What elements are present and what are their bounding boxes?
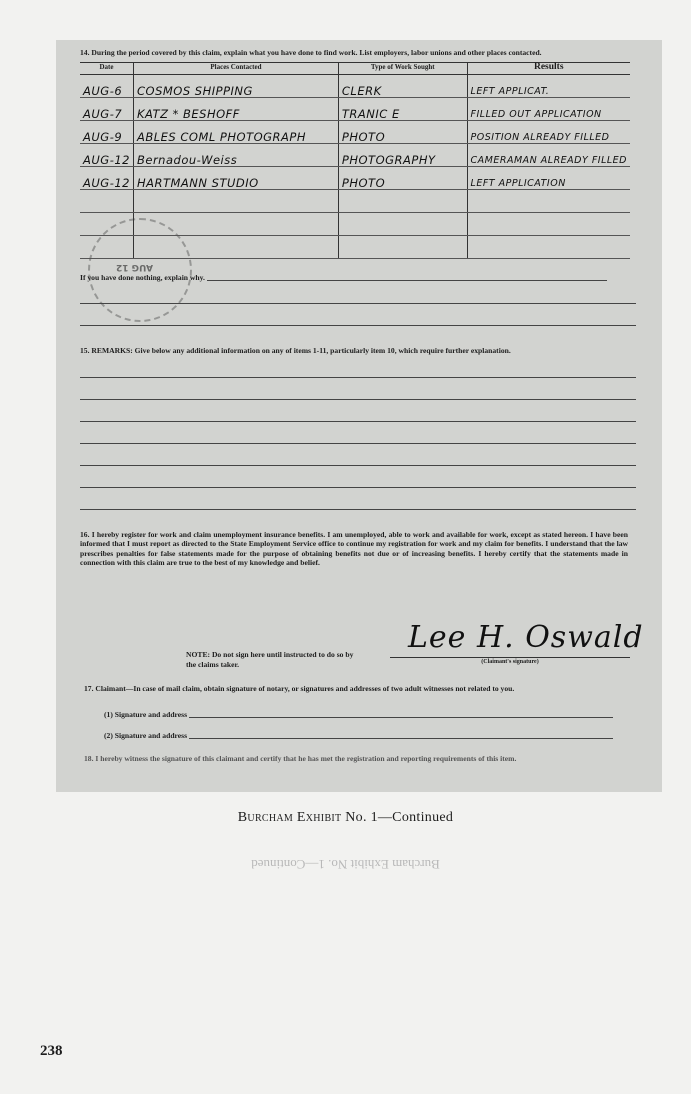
witness-2-label: (2) Signature and address (104, 731, 188, 740)
witness-1-row (104, 710, 613, 719)
remarks-lines[interactable] (80, 356, 636, 510)
caption-suffix: No. 1—Continued (345, 810, 454, 825)
table-row (80, 212, 630, 235)
section-14-text: During the period covered by this claim, explain what you have done to find work. List employers, labor unions and other places contacted. (91, 48, 542, 57)
table-row (80, 235, 630, 258)
row-date: AUG-6 (80, 74, 133, 97)
row-result: LEFT APPLICATION (467, 166, 630, 189)
section-18-text: 18. I hereby witness the signature of this claimant and certify that he has met the registration and reporting requirements of this item. (84, 754, 517, 763)
row-place: HARTMANN STUDIO (133, 166, 338, 189)
section-16-text: 16. I hereby register for work and claim unemployment insurance benefits. I am unemployed, able to work and available for work, except as stated hereon. I have been informed that I must report as directed to the State Employment Service office to continue my registration for work and my claim for benefits. I understand that the law prescribes penalties for false statements made for the purpose of obtaining benefits not due or of increasing benefits. I hereby certify that the statements made in connection with this claim are true to the best of my knowledge and belief. (80, 529, 628, 567)
work-search-table (80, 62, 630, 259)
row-place: KATZ * BESHOFF (133, 97, 338, 120)
claimant-signature: Lee H. Oswald (408, 620, 644, 655)
remarks-line (80, 422, 636, 444)
row-place: ABLES COML PHOTOGRAPH (133, 120, 338, 143)
witness-2-row (104, 731, 613, 740)
row-type: PHOTO (338, 166, 467, 189)
row-type: TRANIC E (338, 97, 467, 120)
header-results: Results (467, 62, 630, 74)
row-date: AUG-12 (80, 143, 133, 166)
section-17-text: 17. Claimant—In case of mail claim, obtain signature of notary, or signatures and addresses of two adult witnesses not related to you. (84, 684, 515, 693)
row-result (467, 235, 630, 258)
claim-form (80, 48, 636, 568)
table-row (80, 166, 630, 189)
remarks-line (80, 444, 636, 466)
row-type (338, 189, 467, 212)
if-nothing-row (80, 273, 636, 283)
table-row (80, 74, 630, 97)
remarks-line (80, 466, 636, 488)
table-row (80, 120, 630, 143)
witness-1-label: (1) Signature and address (104, 710, 188, 719)
caption-prefix: Burcham Exhibit (237, 810, 342, 825)
row-type (338, 235, 467, 258)
row-type (338, 212, 467, 235)
remarks-line (80, 400, 636, 422)
if-nothing-field[interactable] (207, 280, 607, 281)
signature-line[interactable] (390, 657, 630, 658)
row-result: CAMERAMAN ALREADY FILLED (467, 143, 630, 166)
row-result (467, 212, 630, 235)
table-row (80, 189, 630, 212)
row-result: POSITION ALREADY FILLED (467, 120, 630, 143)
row-date (80, 212, 133, 235)
row-place (133, 235, 338, 258)
page-number: 238 (40, 1043, 63, 1059)
row-place (133, 189, 338, 212)
section-15-heading: 15. REMARKS: Give below any additional information on any of items 1-11, particularly item 10, which require further explanation. (80, 346, 511, 355)
blank-line (80, 282, 636, 304)
row-type: PHOTOGRAPHY (338, 143, 467, 166)
signature-caption: (Claimant's signature) (481, 659, 539, 665)
row-date: AUG-12 (80, 166, 133, 189)
row-type: PHOTO (338, 120, 467, 143)
remarks-line (80, 378, 636, 400)
signature-note: NOTE: Do not sign here until instructed to do so by the claims taker. (186, 650, 354, 669)
remarks-line (80, 488, 636, 510)
if-nothing-label: If you have done nothing, explain why. (80, 272, 205, 282)
row-place: COSMOS SHIPPING (133, 74, 338, 97)
row-place (133, 212, 338, 235)
row-result (467, 189, 630, 212)
witness-2-field[interactable] (189, 738, 613, 739)
table-header-row (80, 62, 630, 74)
date-stamp-text: AUG 12 (116, 262, 154, 272)
blank-line (80, 304, 636, 326)
row-result: LEFT APPLICAT. (467, 74, 630, 97)
section-14-number: 14. (80, 48, 90, 57)
witness-1-field[interactable] (189, 717, 613, 718)
row-date: AUG-7 (80, 97, 133, 120)
table-row (80, 143, 630, 166)
row-result: FILLED OUT APPLICATION (467, 97, 630, 120)
exhibit-caption (0, 810, 691, 826)
section-14-question (80, 48, 636, 58)
remarks-line (80, 356, 636, 378)
row-place: Bernadou-Weiss (133, 143, 338, 166)
bleed-through-caption: Burcham Exhibit No. 1—Continued (251, 857, 440, 872)
row-date: AUG-9 (80, 120, 133, 143)
table-row (80, 97, 630, 120)
row-type: CLERK (338, 74, 467, 97)
row-date (80, 189, 133, 212)
header-type: Type of Work Sought (338, 62, 467, 74)
row-date (80, 235, 133, 258)
header-date: Date (80, 62, 133, 74)
header-places: Places Contacted (133, 62, 338, 74)
